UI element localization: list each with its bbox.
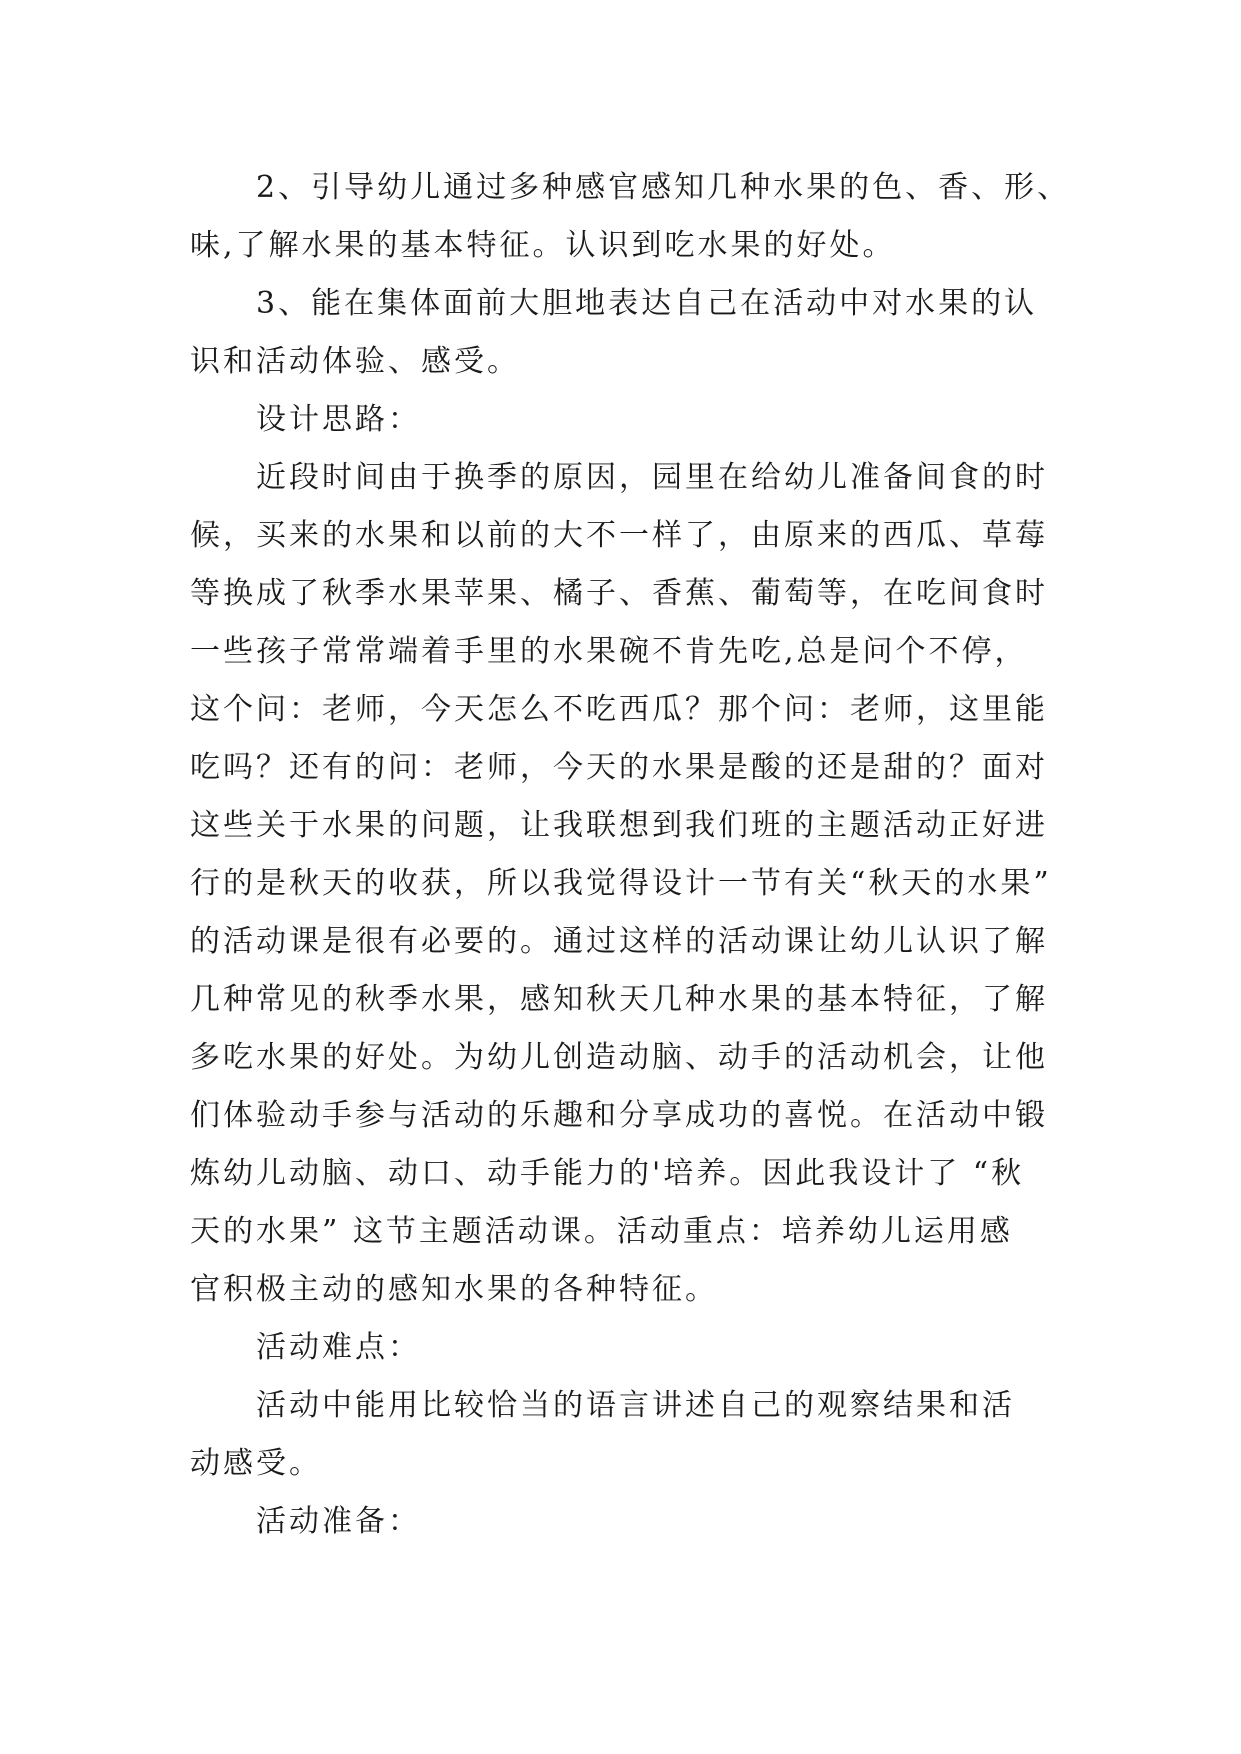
- text-line: 识和活动体验、感受。: [190, 344, 520, 379]
- text-line: 这个问：老师，今天怎么不吃西瓜？那个问：老师，这里能: [190, 692, 1048, 727]
- text-line: 炼幼儿动脑、动口、动手能力的'培养。因此我设计了 “秋: [190, 1156, 1025, 1191]
- text-line: 多吃水果的好处。为幼儿创造动脑、动手的活动机会，让他: [190, 1040, 1048, 1075]
- section-heading: 活动准备：: [256, 1504, 421, 1539]
- text-line: 动感受。: [190, 1446, 322, 1481]
- text-line: 3、能在集体面前大胆地表达自己在活动中对水果的认: [256, 286, 1038, 321]
- text-line: 近段时间由于换季的原因，园里在给幼儿准备间食的时: [256, 460, 1048, 495]
- text-line: 2、引导幼儿通过多种感官感知几种水果的色、香、形、: [256, 170, 1071, 205]
- text-line: 官积极主动的感知水果的各种特征。: [190, 1272, 718, 1307]
- text-line: 的活动课是很有必要的。通过这样的活动课让幼儿认识了解: [190, 924, 1048, 959]
- text-line: 活动中能用比较恰当的语言讲述自己的观察结果和活: [256, 1388, 1015, 1423]
- text-line: 这些关于水果的问题，让我联想到我们班的主题活动正好进: [190, 808, 1048, 843]
- section-heading: 活动难点：: [256, 1330, 421, 1365]
- text-line: 味,了解水果的基本特征。认识到吃水果的好处。: [190, 228, 896, 263]
- text-line: 一些孩子常常端着手里的水果碗不肯先吃,总是问个不停，: [190, 634, 1028, 669]
- text-line: 等换成了秋季水果苹果、橘子、香蕉、葡萄等，在吃间食时: [190, 576, 1048, 611]
- text-line: 候，买来的水果和以前的大不一样了，由原来的西瓜、草莓: [190, 518, 1048, 553]
- text-line: 几种常见的秋季水果，感知秋天几种水果的基本特征，了解: [190, 982, 1048, 1017]
- section-heading: 设计思路：: [256, 402, 421, 437]
- text-line: 行的是秋天的收获，所以我觉得设计一节有关“秋天的水果”: [190, 866, 1052, 901]
- text-line: 们体验动手参与活动的乐趣和分享成功的喜悦。在活动中锻: [190, 1098, 1048, 1133]
- text-line: 吃吗？还有的问：老师，今天的水果是酸的还是甜的？面对: [190, 750, 1048, 785]
- text-line: 天的水果” 这节主题活动课。活动重点：培养幼儿运用感: [190, 1214, 1013, 1249]
